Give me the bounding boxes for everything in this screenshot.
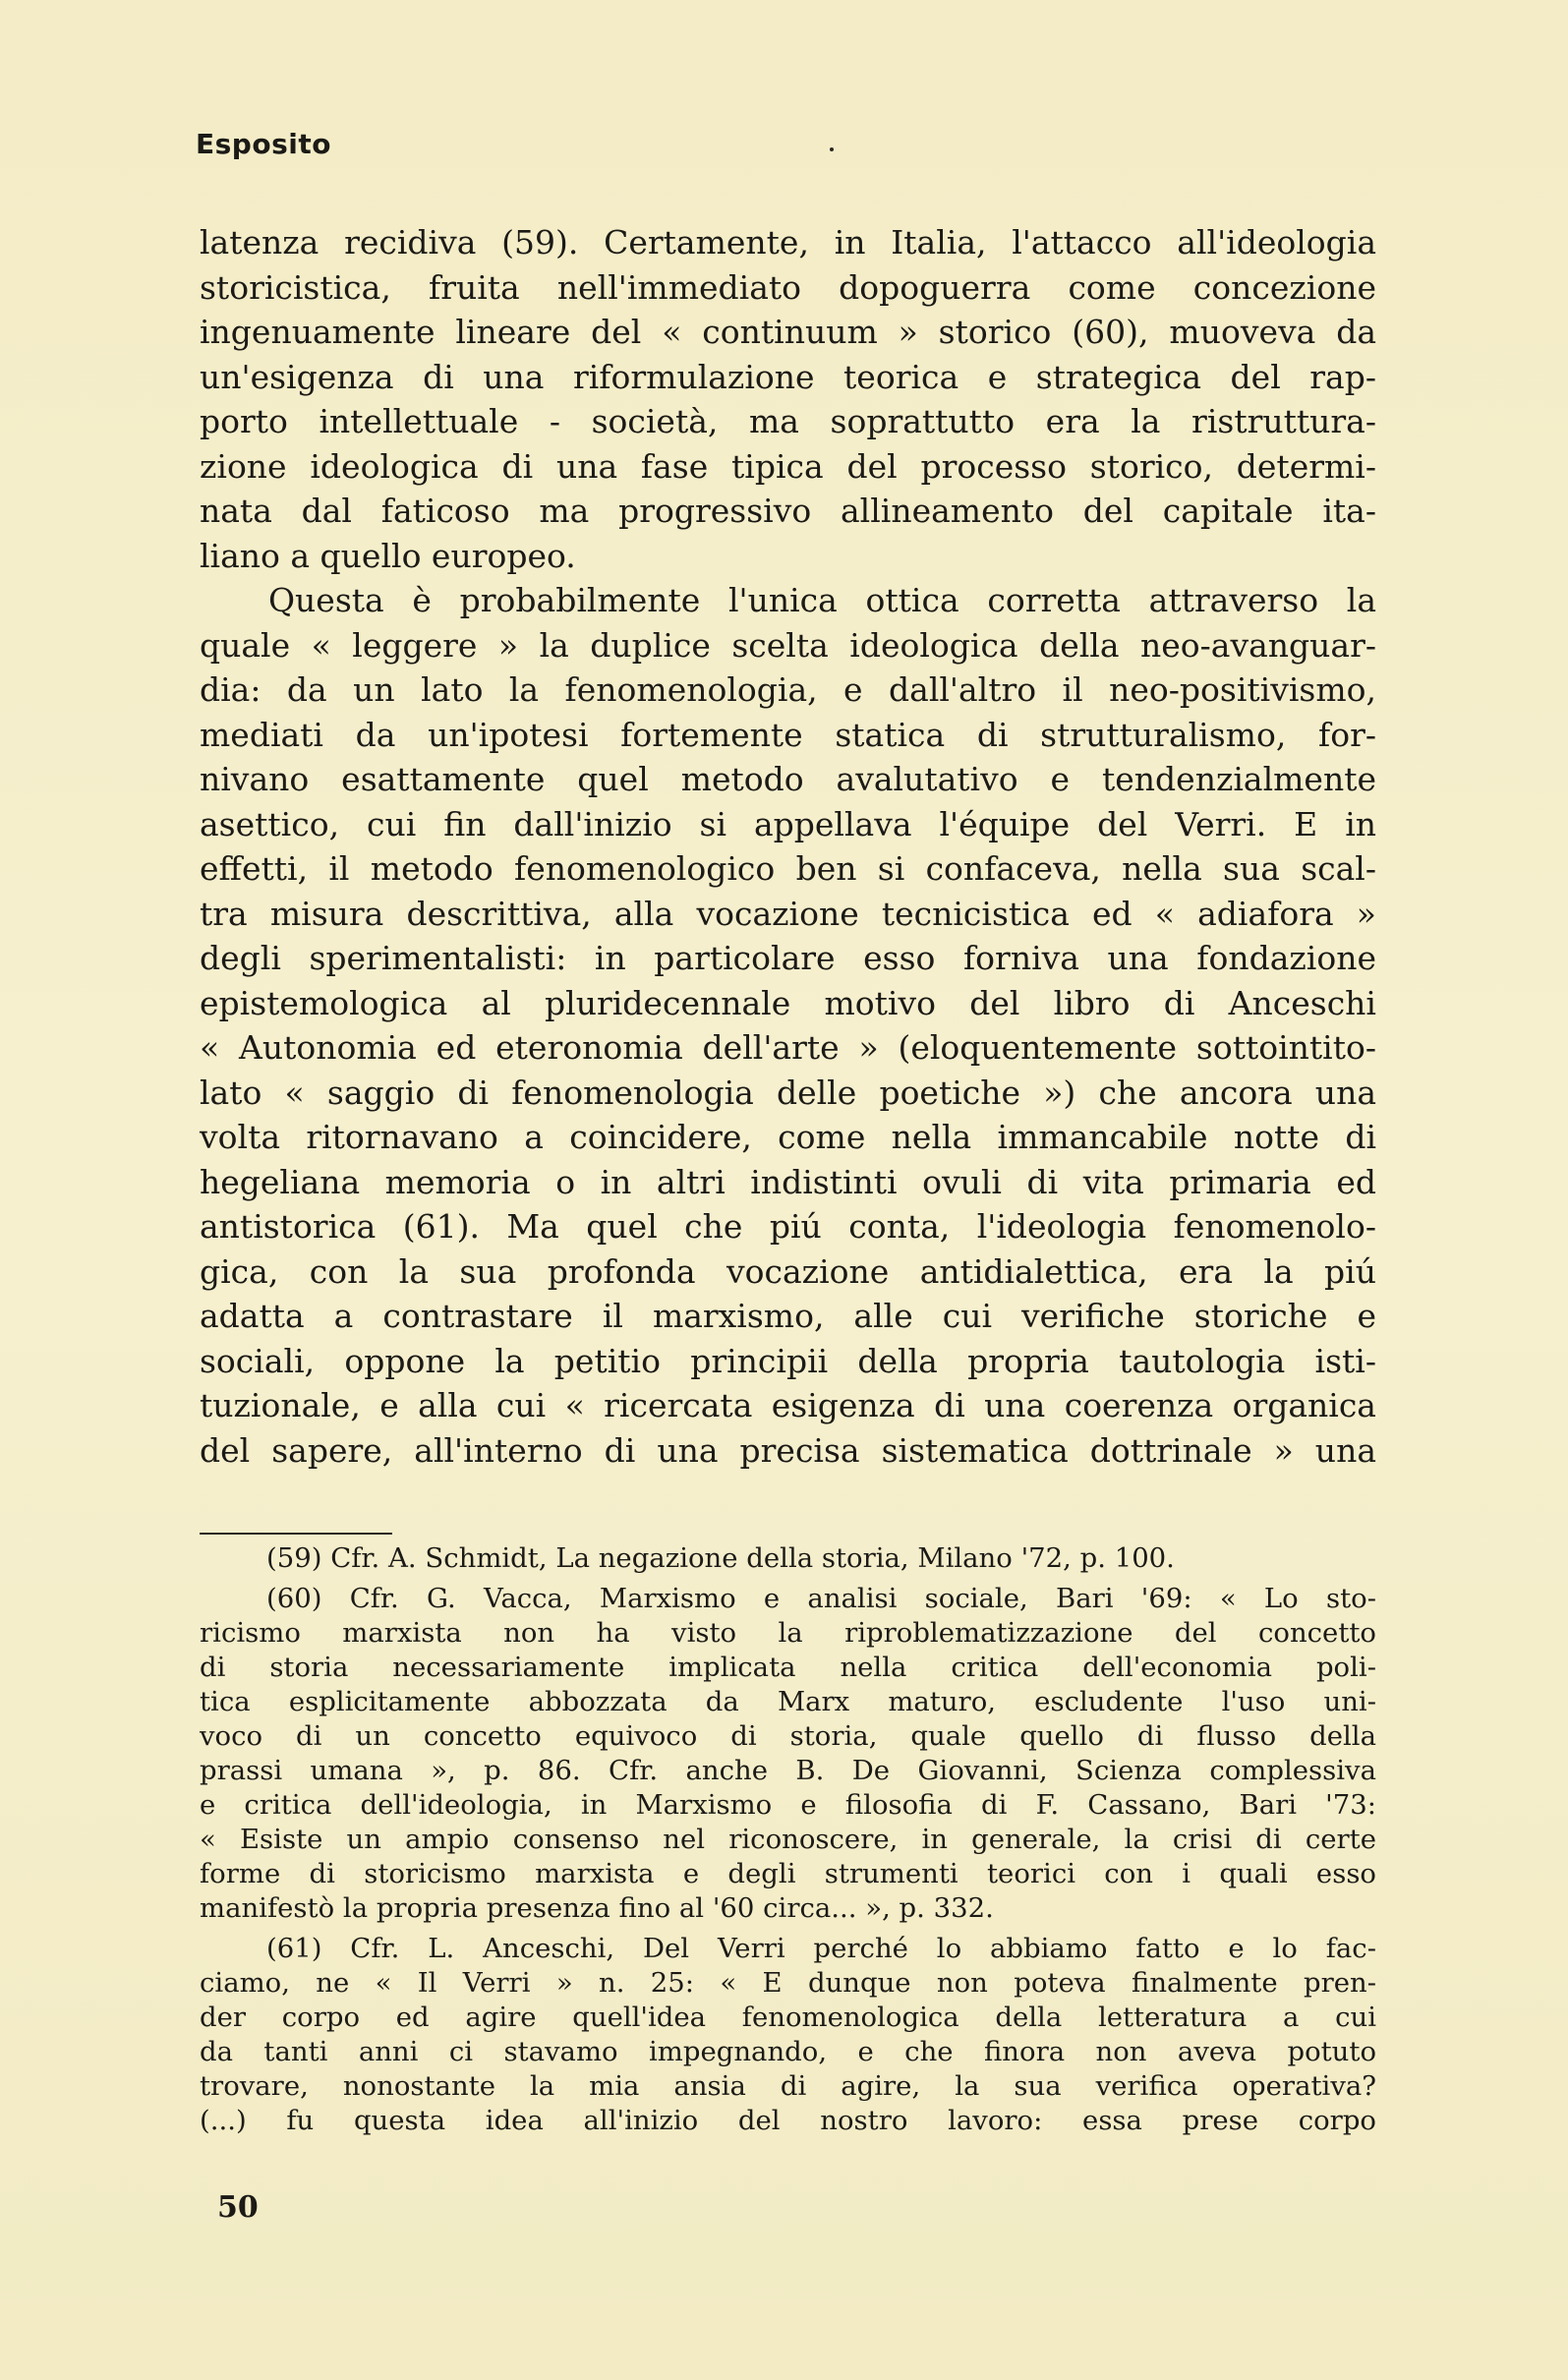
body-line: nata dal faticoso ma progressivo allineamento del capitale ita- [200,492,1376,530]
ink-speck [830,147,834,151]
footnote-60-line: prassi umana », p. 86. Cfr. anche B. De Giovanni, Scienza complessiva [200,1755,1376,1786]
body-line: mediati da un'ipotesi fortemente statica di strutturalismo, for- [200,715,1376,754]
body-line: quale « leggere » la duplice scelta ideologica della neo-avanguar- [200,625,1376,665]
body-line: asettico, cui fin dall'inizio si appellava l'équipe del Verri. E in [200,804,1376,843]
footnote-60-line: ricismo marxista non ha visto la riproblematizzazione del concetto [200,1617,1376,1649]
body-line: liano a quello europeo. [200,536,576,575]
footnote-60-line: voco di un concetto equivoco di storia, quale quello di flusso della [200,1720,1376,1752]
body-line: epistemologica al pluridecennale motivo del libro di Anceschi [200,983,1376,1022]
footnote-61-line: (61) Cfr. L. Anceschi, Del Verri perché lo abbiamo fatto e lo fac- [266,1933,1376,1964]
body-line: porto intellettuale - società, ma soprattutto era la ristruttura- [200,402,1376,440]
body-line: latenza recidiva (59). Certamente, in Italia, l'attacco all'ideologia [200,223,1376,261]
footnote-60-line: (60) Cfr. G. Vacca, Marxismo e analisi sociale, Bari '69: « Lo sto- [266,1583,1376,1614]
body-line: storicistica, fruita nell'immediato dopoguerra come concezione [200,267,1376,307]
running-head: Esposito [196,128,331,160]
body-line: un'esigenza di una riformulazione teorica e strategica del rap- [200,357,1376,396]
footnote-60-line: manifestò la propria presenza fino al '60 circa... », p. 332. [200,1892,994,1924]
body-line: hegeliana memoria o in altri indistinti ovuli di vita primaria ed [200,1162,1376,1201]
body-line: dia: da un lato la fenomenologia, e dall'altro il neo-positivismo, [200,670,1376,709]
body-line: tra misura descrittiva, alla vocazione tecnicistica ed « adiafora » [200,894,1376,933]
body-text [200,220,1376,1473]
footnote-61-line: da tanti anni ci stavamo impegnando, e che finora non aveva potuto [200,2036,1376,2067]
footnote-60-line: e critica dell'ideologia, in Marxismo e filosofia di F. Cassano, Bari '73: [200,1789,1376,1821]
footnote-60-line: tica esplicitamente abbozzata da Marx maturo, escludente l'uso uni- [200,1686,1376,1717]
body-line: nivano esattamente quel metodo avalutativo e tendenzialmente [200,760,1376,798]
body-line: ingenuamente lineare del « continuum » storico (60), muoveva da [200,313,1376,351]
footnote-61-line: trovare, nonostante la mia ansia di agire, la sua verifica operativa? [200,2070,1376,2102]
body-line: effetti, il metodo fenomenologico ben si confaceva, nella sua scal- [200,849,1376,888]
footnote-60-line: « Esiste un ampio consenso nel riconoscere, in generale, la crisi di certe [200,1824,1376,1855]
body-line: volta ritornavano a coincidere, come nella immancabile notte di [200,1118,1376,1156]
body-line: degli sperimentalisti: in particolare esso forniva una fondazione [200,939,1376,977]
body-line: « Autonomia ed eteronomia dell'arte » (eloquentemente sottointito- [200,1028,1376,1067]
body-line: tuzionale, e alla cui « ricercata esigenza di una coerenza organica [200,1386,1376,1424]
page-number: 50 [217,2190,259,2225]
body-line: gica, con la sua profonda vocazione antidialettica, era la piú [200,1251,1376,1291]
body-line: antistorica (61). Ma quel che piú conta, l'ideologia fenomenolo- [200,1207,1376,1246]
body-line: adatta a contrastare il marxismo, alle cui verifiche storiche e [200,1297,1376,1335]
body-line: lato « saggio di fenomenologia delle poetiche ») che ancora una [200,1073,1376,1112]
footnote-60-line: di storia necessariamente implicata nella critica dell'economia poli- [200,1652,1376,1683]
body-line: del sapere, all'interno di una precisa sistematica dottrinale » una [200,1430,1376,1470]
footnote-61-line: ciamo, ne « Il Verri » n. 25: « E dunque non poteva finalmente pren- [200,1967,1376,1999]
body-line: Questa è probabilmente l'unica ottica corretta attraverso la [268,581,1376,619]
footnote-61-line: der corpo ed agire quell'idea fenomenologica della letteratura a cui [200,2002,1376,2033]
footnote-61-line: (...) fu questa idea all'inizio del nostro lavoro: essa prese corpo [200,2105,1376,2136]
body-line: sociali, oppone la petitio principii della propria tautologia isti- [200,1341,1376,1380]
footnote-60-line: forme di storicismo marxista e degli strumenti teorici con i quali esso [200,1858,1376,1889]
footnote-59: (59) Cfr. A. Schmidt, La negazione della storia, Milano '72, p. 100. [266,1542,1175,1574]
body-line: zione ideologica di una fase tipica del processo storico, determi- [200,446,1376,486]
footnotes [200,1541,1376,2138]
footnote-rule [200,1533,392,1535]
